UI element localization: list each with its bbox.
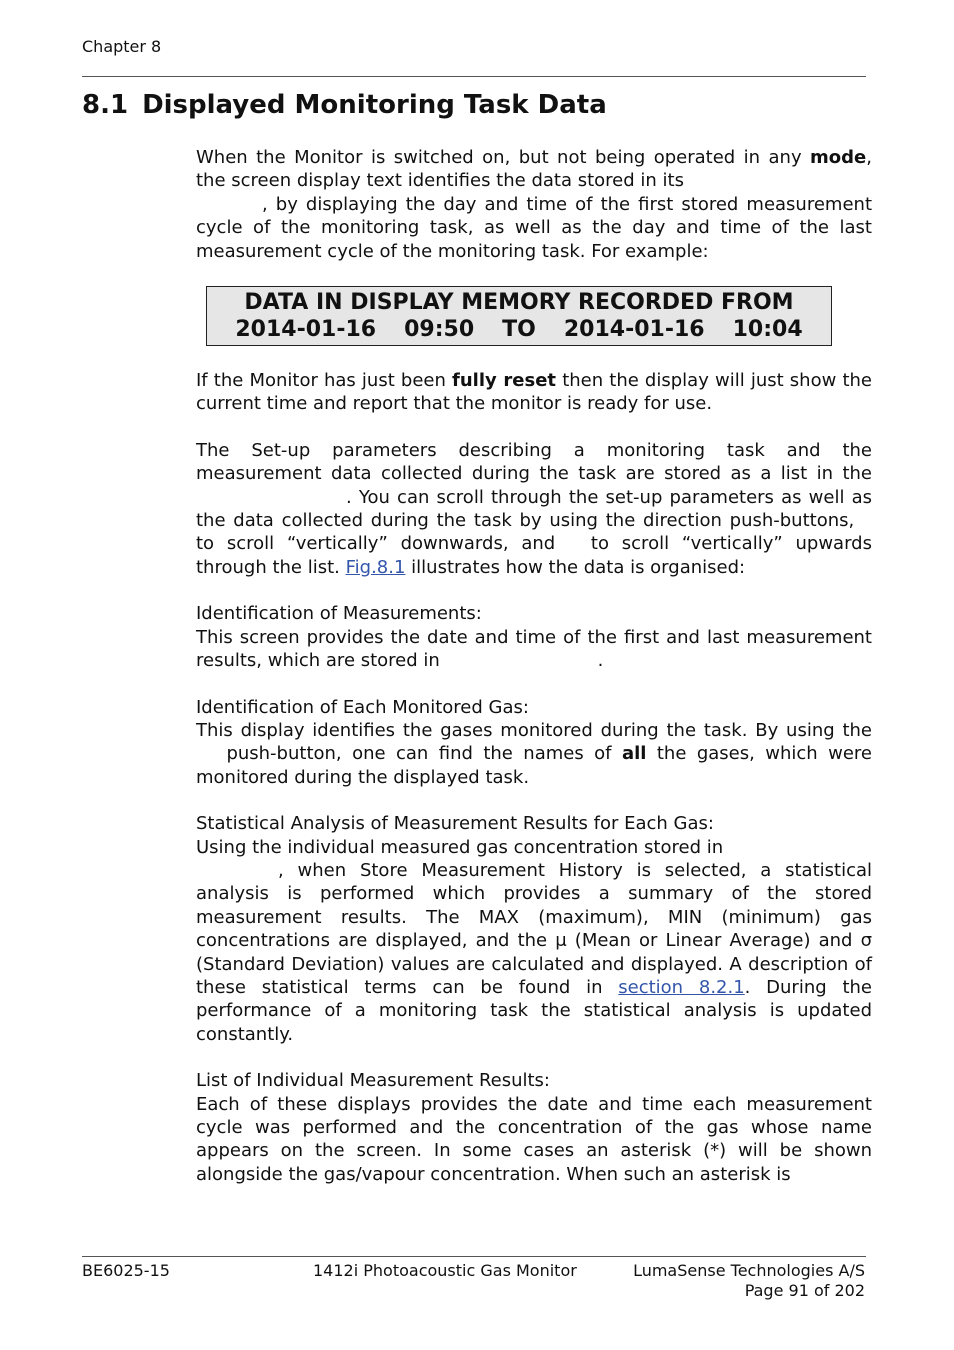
text-run: to scroll “vertically” downwards, and xyxy=(196,533,556,555)
spacer xyxy=(196,416,872,439)
id-gas-title: Identification of Each Monitored Gas: xyxy=(196,696,529,718)
bold-text: mode xyxy=(810,147,867,168)
spacer xyxy=(196,789,872,812)
text-run: If the Monitor has just been xyxy=(196,370,446,392)
footer-company: LumaSense Technologies A/S xyxy=(633,1261,865,1280)
display-line-1: DATA IN DISPLAY MEMORY RECORDED FROM xyxy=(244,290,794,316)
spacer xyxy=(196,346,872,369)
monitor-display-box xyxy=(206,286,832,346)
footer-divider xyxy=(82,1256,866,1257)
text-run: When the Monitor is switched on, but not being operated in any xyxy=(196,147,802,168)
bold-text: fully reset xyxy=(452,370,557,392)
display-time-to: 10:04 xyxy=(732,317,803,343)
footer-company-block xyxy=(560,1261,865,1301)
section-number: 8.1 xyxy=(82,90,129,120)
section-link[interactable]: section 8.2.1 xyxy=(618,976,745,998)
section-heading xyxy=(82,90,607,120)
spacer xyxy=(196,263,872,286)
text-run: . During the performance of a monitoring task the statistical analysis is updated constantly. xyxy=(196,976,872,1045)
id-measurements-title: Identification of Measurements: xyxy=(196,603,482,625)
stat-paragraph xyxy=(196,836,872,1047)
spacer xyxy=(196,1046,872,1069)
reset-paragraph xyxy=(196,369,872,416)
display-line-2 xyxy=(207,316,831,343)
display-date-from: 2014-01-16 xyxy=(235,317,377,343)
text-run: , when Store Measurement History is selected, a statistical analysis is performed which provides a summary of the stored measurement results. The MAX (maximum), MIN (minimum) gas concentrations are displayed, and the μ (Mean or Linear Average) and σ (Standard Deviation) values are calculated and displayed. A description of these statistical terms can be found in xyxy=(196,859,872,998)
display-date-to: 2014-01-16 xyxy=(563,317,705,343)
text-run: , by displaying the day and time of the first stored measurement cycle of the monitoring task, as well as the day and time of the last measurement cycle of the monitoring task. For example: xyxy=(196,193,872,262)
bold-text: all xyxy=(621,743,647,765)
text-run: This screen provides the date and time of the first and last measurement results, which are stored in xyxy=(196,626,872,672)
text-run: The Set-up parameters describing a monitoring task and the measurement data collected during the task are stored as a list in the xyxy=(196,439,872,485)
intro-paragraph xyxy=(196,146,872,263)
text-run: . You can scroll through the set-up parameters as well as the data collected during the task by using the direction push-buttons, xyxy=(196,486,872,532)
list-title: List of Individual Measurement Results: xyxy=(196,1070,550,1092)
text-run: , the screen display text identifies the data stored in its xyxy=(196,147,872,192)
text-run: . xyxy=(597,650,604,672)
body-content xyxy=(196,146,872,1186)
text-run: to scroll “vertically” upwards through the list. xyxy=(196,533,872,578)
footer-product: 1412i Photoacoustic Gas Monitor xyxy=(313,1261,577,1280)
section-title: Displayed Monitoring Task Data xyxy=(142,90,607,120)
text-run: illustrates how the data is organised: xyxy=(411,556,746,578)
footer-page-number: Page 91 of 202 xyxy=(744,1281,865,1300)
display-to: TO xyxy=(502,317,536,343)
stat-title: Statistical Analysis of Measurement Results for Each Gas: xyxy=(196,813,714,835)
text-run: the gases, which were monitored during the displayed task. xyxy=(196,743,873,788)
figure-link[interactable]: Fig.8.1 xyxy=(345,556,406,578)
footer-doc-id: BE6025-15 xyxy=(82,1261,170,1280)
chapter-label: Chapter 8 xyxy=(82,37,162,56)
text-run: This display identifies the gases monitored during the task. By using the xyxy=(196,719,872,741)
text-run: then the display will just show the current time and report that the monitor is ready for use. xyxy=(196,370,872,415)
spacer xyxy=(196,579,872,602)
list-paragraph: Each of these displays provides the date and time each measurement cycle was performed and the concentration of the gas whose name appears on the screen. In some cases an asterisk (*) will be shown alongside the gas/vapour concentration. When such an asterisk is xyxy=(196,1093,872,1185)
text-run: Using the individual measured gas concentration stored in xyxy=(196,836,724,858)
text-run: push-button, one can find the names of xyxy=(226,743,612,765)
id-measurements-paragraph xyxy=(196,626,872,673)
setup-paragraph xyxy=(196,439,872,579)
id-gas-paragraph xyxy=(196,719,872,789)
header-divider xyxy=(82,76,866,77)
display-time-from: 09:50 xyxy=(404,317,475,343)
spacer xyxy=(196,673,872,696)
